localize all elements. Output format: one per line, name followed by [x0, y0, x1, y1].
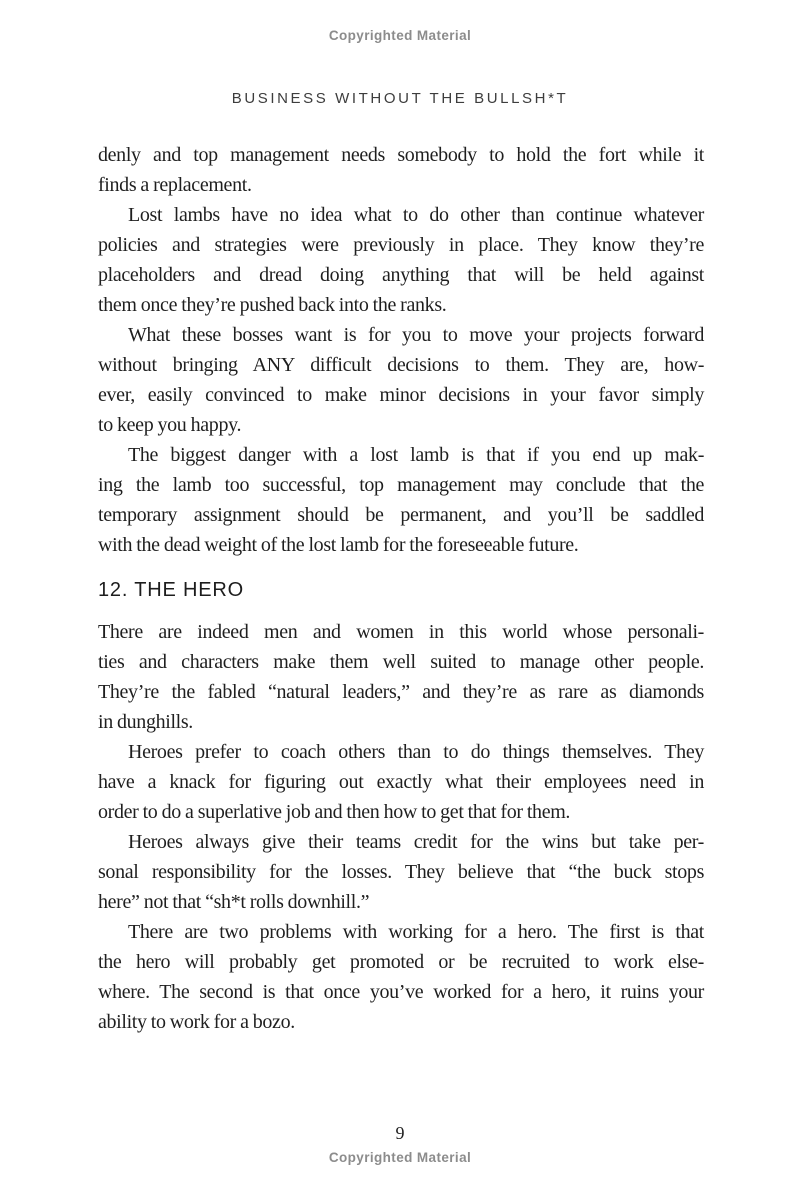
body-text: [98, 140, 704, 1037]
text-line: to keep you happy.: [98, 414, 242, 436]
text-line: sonal responsibility for the losses. They believe that “the buck stops: [98, 861, 704, 883]
paragraph: [98, 917, 704, 1037]
text-line: with the dead weight of the lost lamb for the foreseeable future.: [98, 534, 579, 556]
text-line: here” not that “sh*t rolls downhill.”: [98, 891, 370, 913]
text-line: What these bosses want is for you to move your projects forward: [128, 324, 704, 346]
text-line: the hero will probably get promoted or be recruited to work else-: [98, 951, 704, 973]
text-line: ability to work for a bozo.: [98, 1011, 295, 1033]
text-line: without bringing ANY difficult decisions to them. They are, how-: [98, 354, 704, 376]
text-line: in dunghills.: [98, 711, 193, 733]
copyright-notice-top: Copyrighted Material: [328, 28, 472, 43]
text-line: order to do a superlative job and then how to get that for them.: [98, 801, 571, 823]
text-line: The biggest danger with a lost lamb is that if you end up mak-: [128, 444, 704, 466]
page-number: 9: [395, 1123, 405, 1143]
running-header: BUSINESS WITHOUT THE BULLSH*T: [231, 90, 569, 107]
text-line: Heroes always give their teams credit for the wins but take per-: [128, 831, 704, 853]
paragraph: [98, 440, 704, 560]
text-line: them once they’re pushed back into the ranks.: [98, 294, 447, 316]
copyright-notice-bottom: Copyrighted Material: [328, 1150, 472, 1165]
text-line: where. The second is that once you’ve worked for a hero, it ruins your: [98, 981, 704, 1003]
text-line: finds a replacement.: [98, 174, 252, 196]
paragraph: [98, 140, 704, 200]
text-line: ing the lamb too successful, top management may conclude that the: [98, 474, 704, 496]
paragraph: [98, 320, 704, 440]
text-line: placeholders and dread doing anything that will be held against: [98, 264, 704, 286]
section-heading: 12. THE HERO: [98, 579, 244, 601]
text-line: ever, easily convinced to make minor decisions in your favor simply: [98, 384, 704, 406]
paragraph: [98, 827, 704, 917]
text-line: temporary assignment should be permanent, and you’ll be saddled: [98, 504, 704, 526]
text-line: Lost lambs have no idea what to do other than continue whatever: [128, 204, 704, 226]
text-line: There are indeed men and women in this world whose personali-: [98, 621, 704, 643]
text-line: denly and top management needs somebody to hold the fort while it: [98, 144, 704, 166]
text-line: have a knack for figuring out exactly what their employees need in: [98, 771, 704, 793]
paragraph: [98, 200, 704, 320]
text-line: Heroes prefer to coach others than to do things themselves. They: [128, 741, 704, 763]
text-line: policies and strategies were previously in place. They know they’re: [98, 234, 704, 256]
paragraph: [98, 737, 704, 827]
text-line: They’re the fabled “natural leaders,” and they’re as rare as diamonds: [98, 681, 704, 703]
text-line: There are two problems with working for a hero. The first is that: [128, 921, 704, 943]
text-line: ties and characters make them well suited to manage other people.: [98, 651, 704, 673]
paragraph: [98, 617, 704, 737]
